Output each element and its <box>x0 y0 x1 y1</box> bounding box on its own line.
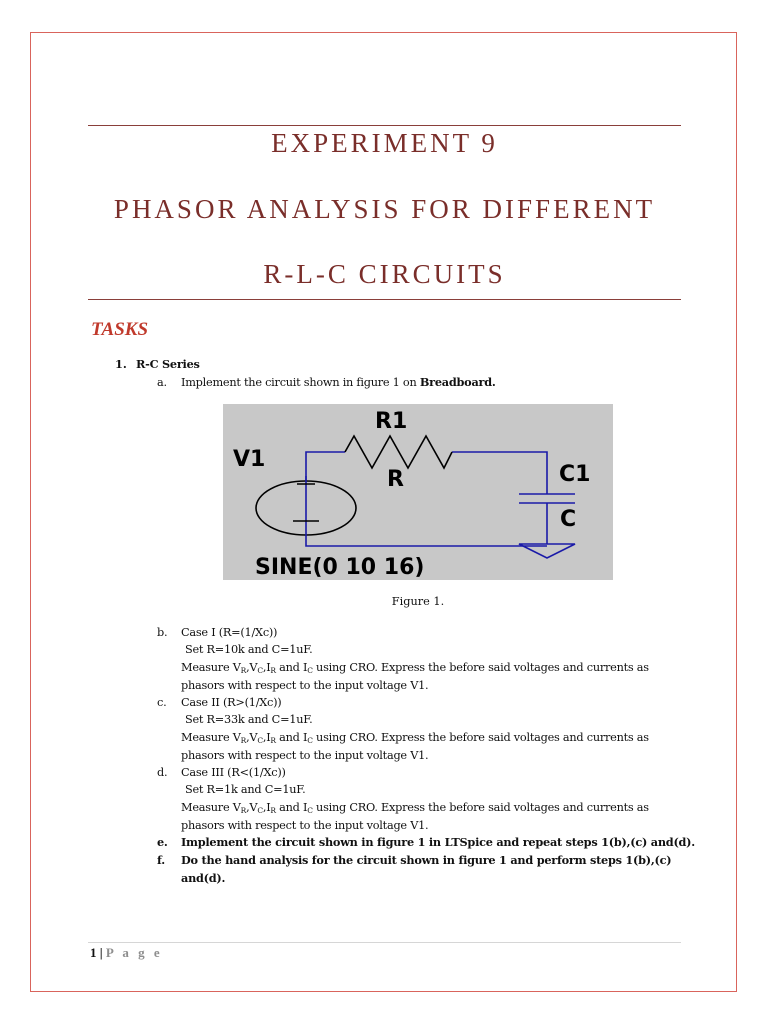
item-e-label: e. <box>157 835 168 849</box>
item-c-set: Set R=33k and C=1uF. <box>185 713 313 726</box>
page-label: P a g e <box>105 945 163 960</box>
item-d-phasors: phasors with respect to the input voltage V1. <box>181 819 429 832</box>
item-c-phasors: phasors with respect to the input voltage V1. <box>181 749 429 762</box>
experiment-title: EXPERIMENT 9 <box>271 128 498 158</box>
item-b-set: Set R=10k and C=1uF. <box>185 643 313 656</box>
tasks-heading: TASKS <box>91 319 149 340</box>
task-title: R-C Series <box>136 357 200 371</box>
item-f-line2: and(d). <box>181 871 226 885</box>
item-f-label: f. <box>157 853 165 867</box>
page-number: 1 <box>90 945 97 960</box>
item-c-measure: Measure $V_R,V_C,I_R$ and $I_C$ using CRO. Express the before said voltages and currents as <box>181 731 649 745</box>
item-c-case: Case II (R>(1/Xc)) <box>181 696 282 709</box>
item-b-measure: Measure $V_R,V_C,I_R$ and $I_C$ using CRO. Express the before said voltages and currents as <box>181 661 649 675</box>
label-r1: R1 <box>375 409 408 434</box>
task-number: 1. <box>115 357 127 371</box>
item-d-case: Case III (R<(1/Xc)) <box>181 766 286 779</box>
item-a-text-bold: Breadboard. <box>419 375 496 389</box>
label-r: R <box>387 467 404 492</box>
item-a-label: a. <box>157 376 167 389</box>
label-c1: C1 <box>559 462 591 487</box>
label-v1: V1 <box>233 447 266 472</box>
item-d-measure: Measure $V_R,V_C,I_R$ and $I_C$ using CRO. Express the before said voltages and currents as <box>181 801 649 815</box>
title-top-rule <box>88 125 681 126</box>
item-c-label: c. <box>157 696 167 709</box>
footer-rule <box>88 942 681 943</box>
footer-separator: | <box>96 945 106 960</box>
item-f-line1: Do the hand analysis for the circuit shown in figure 1 and perform steps 1(b),(c) <box>181 853 672 867</box>
item-a-text-plain: Implement the circuit shown in figure 1 on <box>181 376 420 389</box>
figure-caption: Figure 1. <box>391 595 445 608</box>
experiment-subtitle-line1: PHASOR ANALYSIS FOR DIFFERENT <box>113 194 656 224</box>
page-footer <box>90 945 163 961</box>
label-c: C <box>560 507 577 532</box>
item-b-phasors: phasors with respect to the input voltage V1. <box>181 679 429 692</box>
title-bottom-rule <box>88 299 681 300</box>
circuit-figure <box>223 404 613 580</box>
item-d-label: d. <box>157 766 168 779</box>
experiment-subtitle-line2: R-L-C CIRCUITS <box>263 259 506 289</box>
item-d-set: Set R=1k and C=1uF. <box>185 783 306 796</box>
item-b-case: Case I (R=(1/Xc)) <box>181 626 278 639</box>
item-b-label: b. <box>157 626 168 639</box>
item-e-text: Implement the circuit shown in figure 1 in LTSpice and repeat steps 1(b),(c) and(d). <box>181 835 695 849</box>
item-a-text <box>181 374 496 391</box>
label-source: SINE(0 10 16) <box>255 555 425 580</box>
